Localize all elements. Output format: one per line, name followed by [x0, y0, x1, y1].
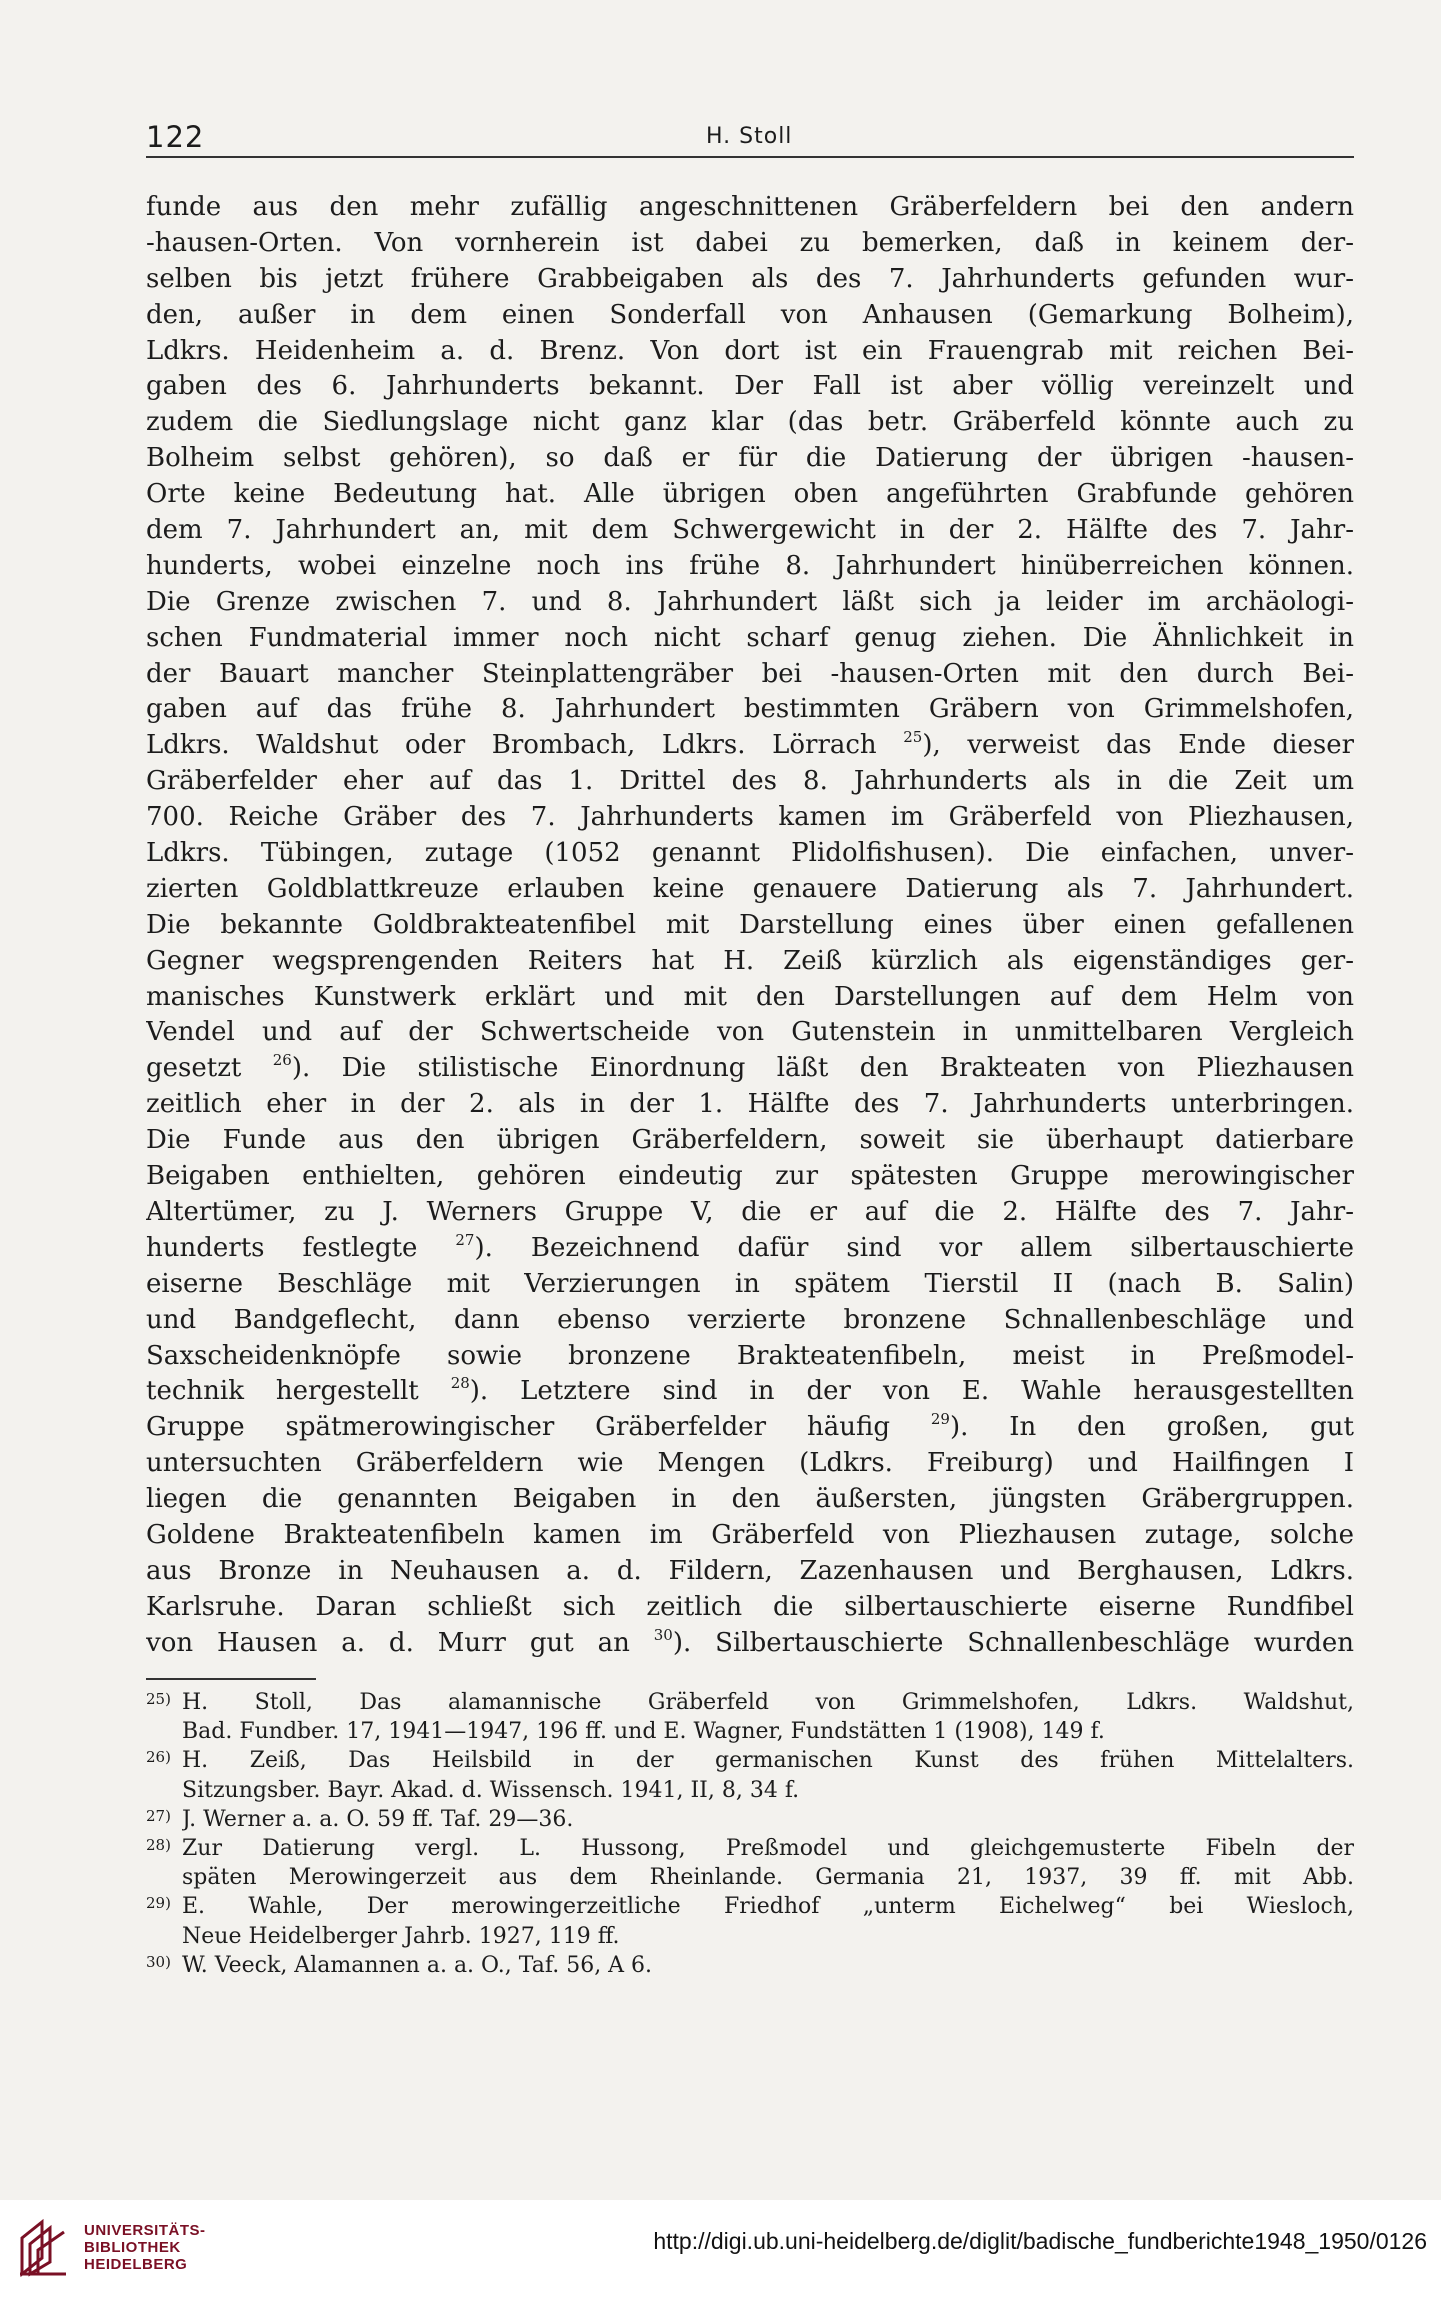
text-segment: von Hausen a. d. Murr gut an — [146, 1627, 630, 1658]
text-segment: gesetzt — [146, 1053, 242, 1084]
text-line: schen Fundmaterial immer noch nicht scharf genug ziehen. Die Ähnlichkeit in — [146, 622, 1354, 653]
text-line: manisches Kunstwerk erklärt und mit den Darstellungen auf dem Helm von — [146, 981, 1354, 1012]
text-segment: technik hergestellt — [146, 1376, 419, 1407]
ub-heidelberg-logo-icon[interactable] — [16, 2218, 70, 2278]
footnote-29 — [146, 1892, 1354, 1921]
text-segment: ). Die stilistische Einordnung läßt den Brakteaten von Pliezhausen — [291, 1053, 1354, 1084]
library-name-line: HEIDELBERG — [84, 2256, 188, 2273]
footnote-ref-28[interactable]: 28 — [450, 1374, 470, 1393]
footnote-ref-26[interactable]: 26 — [272, 1051, 292, 1070]
text-line: hunderts, wobei einzelne noch ins frühe 8. Jahrhundert hinüberreichen können. — [146, 550, 1354, 581]
running-head: H. Stoll — [706, 124, 793, 149]
text-line: Die bekannte Goldbrakteatenfibel mit Darstellung eines über einen gefallenen — [146, 909, 1354, 940]
footnotes — [146, 1688, 1354, 1980]
footnote-number: 26) — [146, 1748, 171, 1767]
text-line — [146, 1051, 1354, 1087]
page-header — [146, 112, 1354, 158]
text-line: Gegner wegsprengenden Reiters hat H. Zeiß kürzlich als eigenständiges ger- — [146, 945, 1354, 976]
footnote-text: Bad. Fundber. 17, 1941—1947, 196 ff. und E. Wagner, Fundstätten 1 (1908), 149 f. — [182, 1719, 1105, 1745]
footnote-25 — [146, 1688, 1354, 1717]
text-line — [146, 728, 1354, 764]
text-line: zierten Goldblattkreuze erlauben keine genauere Datierung als 7. Jahrhundert. — [146, 873, 1354, 904]
text-segment: Gruppe spätmerowingischer Gräberfelder häufig — [146, 1412, 890, 1443]
text-line: Orte keine Bedeutung hat. Alle übrigen oben angeführten Grabfunde gehören — [146, 479, 1354, 510]
text-line: funde aus den mehr zufällig angeschnittenen Gräberfeldern bei den andern — [146, 192, 1354, 222]
text-line: Goldene Brakteatenfibeln kamen im Gräberfeld von Pliezhausen zutage, solche — [146, 1519, 1354, 1550]
text-line: Saxscheidenknöpfe sowie bronzene Brakteatenfibeln, meist in Preßmodel- — [146, 1340, 1354, 1371]
footnote-text: Sitzungsber. Bayr. Akad. d. Wissensch. 1941, II, 8, 34 f. — [182, 1777, 800, 1803]
footnote-28-cont — [146, 1863, 1354, 1892]
text-line: Beigaben enthielten, gehören eindeutig zur spätesten Gruppe merowingischer — [146, 1161, 1354, 1192]
footnote-30 — [146, 1951, 1354, 1980]
footnote-text: H. Zeiß, Das Heilsbild in der germanischen Kunst des frühen Mittelalters. — [182, 1748, 1354, 1774]
footnote-text: späten Merowingerzeit aus dem Rheinlande. Germania 21, 1937, 39 ff. mit Abb. — [182, 1865, 1354, 1891]
footnote-text: J. Werner a. a. O. 59 ff. Taf. 29—36. — [182, 1806, 574, 1832]
text-line — [146, 1626, 1354, 1662]
source-url-link[interactable]: http://digi.ub.uni-heidelberg.de/diglit/badische_fundberichte1948_1950/0126 — [653, 2228, 1427, 2254]
text-line: 700. Reiche Gräber des 7. Jahrhunderts kamen im Gräberfeld von Pliezhausen, — [146, 802, 1354, 833]
text-line: gaben auf das frühe 8. Jahrhundert bestimmten Gräbern von Grimmelshofen, — [146, 694, 1354, 725]
footnote-text: W. Veeck, Alamannen a. a. O., Taf. 56, A 6. — [182, 1952, 653, 1978]
text-segment: ). In den großen, gut — [949, 1412, 1354, 1443]
footnote-text: E. Wahle, Der merowingerzeitliche Friedhof „unterm Eichelweg“ bei Wiesloch, — [182, 1894, 1354, 1920]
text-line: Gräberfelder eher auf das 1. Drittel des 8. Jahrhunderts als in die Zeit um — [146, 766, 1354, 797]
text-line: untersuchten Gräberfeldern wie Mengen (Ldkrs. Freiburg) und Hailfingen I — [146, 1448, 1354, 1479]
footnote-number: 29) — [146, 1894, 171, 1913]
footnote-number: 30) — [146, 1952, 171, 1971]
library-name-line: UNIVERSITÄTS- — [84, 2222, 206, 2239]
text-line: Karlsruhe. Daran schließt sich zeitlich die silbertauschierte eiserne Rundfibel — [146, 1591, 1354, 1622]
text-line: zeitlich eher in der 2. als in der 1. Hälfte des 7. Jahrhunderts unterbringen. — [146, 1089, 1354, 1120]
text-line — [146, 1374, 1354, 1410]
footnote-text: H. Stoll, Das alamannische Gräberfeld von Grimmelshofen, Ldkrs. Waldshut, — [182, 1690, 1354, 1715]
footnote-ref-30[interactable]: 30 — [653, 1625, 673, 1644]
text-line: Die Grenze zwischen 7. und 8. Jahrhundert läßt sich ja leider im archäologi- — [146, 586, 1354, 617]
footnote-number: 25) — [146, 1690, 171, 1708]
footnote-28 — [146, 1834, 1354, 1863]
page-number: 122 — [146, 120, 205, 154]
footnote-divider — [146, 1678, 316, 1680]
footnote-text: Neue Heidelberger Jahrb. 1927, 119 ff. — [182, 1923, 620, 1949]
footnote-26 — [146, 1746, 1354, 1775]
footnote-29-cont — [146, 1922, 1354, 1951]
footnote-text: Zur Datierung vergl. L. Hussong, Preßmodel und gleichgemusterte Fibeln der — [182, 1835, 1354, 1861]
footnote-ref-29[interactable]: 29 — [930, 1410, 950, 1429]
text-line: Die Funde aus den übrigen Gräberfeldern, soweit sie überhaupt datierbare — [146, 1125, 1354, 1156]
text-line: Ldkrs. Heidenheim a. d. Brenz. Von dort ist ein Frauengrab mit reichen Bei- — [146, 335, 1354, 366]
text-line: eiserne Beschläge mit Verzierungen in spätem Tierstil II (nach B. Salin) — [146, 1268, 1354, 1299]
text-line: aus Bronze in Neuhausen a. d. Fildern, Zazenhausen und Berghausen, Ldkrs. — [146, 1555, 1354, 1586]
text-line: zudem die Siedlungslage nicht ganz klar (das betr. Gräberfeld könnte auch zu — [146, 407, 1354, 438]
text-line: Bolheim selbst gehören), so daß er für die Datierung der übrigen -hausen- — [146, 443, 1354, 474]
library-name[interactable] — [84, 2222, 206, 2273]
text-segment: ). Silbertauschierte Schnallenbeschläge wurden — [672, 1627, 1354, 1658]
text-segment: ). Letztere sind in der von E. Wahle herausgestellten — [469, 1376, 1354, 1407]
footnote-number: 27) — [146, 1806, 171, 1825]
footnote-ref-25[interactable]: 25 — [903, 728, 923, 747]
text-segment: ), verweist das Ende dieser — [922, 730, 1354, 761]
text-line — [146, 1410, 1354, 1446]
text-line: und Bandgeflecht, dann ebenso verzierte bronzene Schnallenbeschläge und — [146, 1304, 1354, 1335]
text-line: selben bis jetzt frühere Grabbeigaben als des 7. Jahrhunderts gefunden wur- — [146, 263, 1354, 294]
text-line: Ldkrs. Tübingen, zutage (1052 genannt Plidolfishusen). Die einfachen, unver- — [146, 838, 1354, 869]
library-name-line: BIBLIOTHEK — [84, 2239, 181, 2256]
text-segment: ). Bezeichnend dafür sind vor allem silbertauschierte — [474, 1232, 1354, 1263]
text-line — [146, 1231, 1354, 1267]
text-line: dem 7. Jahrhundert an, mit dem Schwergewicht in der 2. Hälfte des 7. Jahr- — [146, 515, 1354, 546]
digitization-footer — [0, 2200, 1441, 2311]
text-line: -hausen-Orten. Von vornherein ist dabei zu bemerken, daß in keinem der- — [146, 227, 1354, 258]
footnote-25-cont — [146, 1717, 1354, 1746]
text-line: gaben des 6. Jahrhunderts bekannt. Der Fall ist aber völlig vereinzelt und — [146, 371, 1354, 402]
text-segment: Ldkrs. Waldshut oder Brombach, Ldkrs. Lörrach — [146, 730, 877, 761]
text-line: den, außer in dem einen Sonderfall von Anhausen (Gemarkung Bolheim), — [146, 299, 1354, 330]
footnote-26-cont — [146, 1776, 1354, 1805]
text-segment: hunderts festlegte — [146, 1232, 418, 1263]
footnote-number: 28) — [146, 1835, 171, 1854]
text-line: der Bauart mancher Steinplattengräber bei -hausen-Orten mit den durch Bei- — [146, 658, 1354, 689]
body-text — [146, 190, 1354, 1662]
text-line: Altertümer, zu J. Werners Gruppe V, die er auf die 2. Hälfte des 7. Jahr- — [146, 1196, 1354, 1227]
text-line: liegen die genannten Beigaben in den äußersten, jüngsten Gräbergruppen. — [146, 1484, 1354, 1515]
footnote-27 — [146, 1805, 1354, 1834]
text-line: Vendel und auf der Schwertscheide von Gutenstein in unmittelbaren Vergleich — [146, 1017, 1354, 1048]
footnote-ref-27[interactable]: 27 — [455, 1230, 475, 1249]
